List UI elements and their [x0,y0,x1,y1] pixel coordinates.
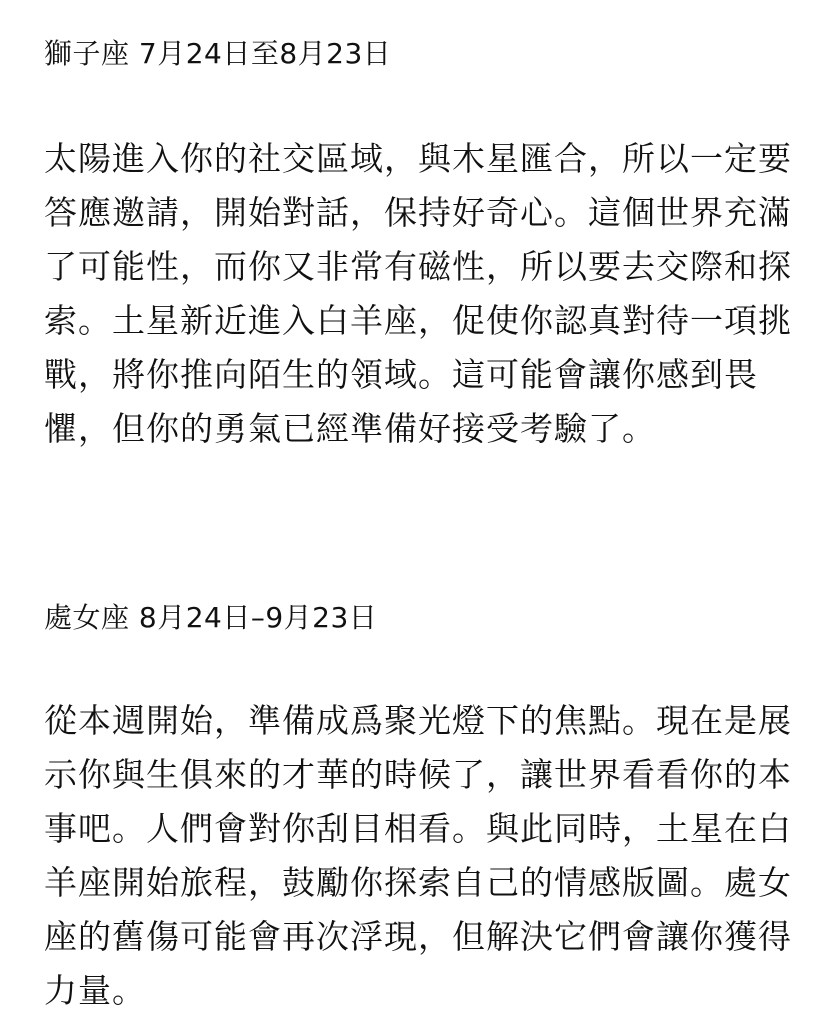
paragraph-line: 答應邀請，開始對話，保持好奇心。這個世界充滿 [44,193,792,232]
paragraph-line: 了可能性，而你又非常有磁性，所以要去交際和探 [44,247,792,286]
paragraph-line: 座的舊傷可能會再次浮現，但解決它們會讓你獲得 [44,917,792,956]
paragraph-line: 從本週開始，準備成爲聚光燈下的焦點。現在是展 [44,701,792,740]
virgo-heading: 處女座 8月24日–9月23日 [44,601,378,634]
paragraph-line: 戰，將你推向陌生的領域。這可能會讓你感到畏 [44,355,758,394]
paragraph-line: 太陽進入你的社交區域，與木星匯合，所以一定要 [44,139,792,178]
paragraph-line: 懼，但你的勇氣已經準備好接受考驗了。 [44,409,656,448]
paragraph-line: 力量。 [44,971,146,1010]
paragraph-line: 索。土星新近進入白羊座，促使你認真對待一項挑 [44,301,792,340]
leo-paragraph [44,132,792,456]
paragraph-line: 事吧。人們會對你刮目相看。與此同時，土星在白 [44,809,792,848]
paragraph-line: 示你與生俱來的才華的時候了，讓世界看看你的本 [44,755,792,794]
paragraph-line: 羊座開始旅程，鼓勵你探索自己的情感版圖。處女 [44,863,792,902]
leo-heading: 獅子座 7月24日至8月23日 [44,37,392,70]
virgo-paragraph [44,694,792,1018]
